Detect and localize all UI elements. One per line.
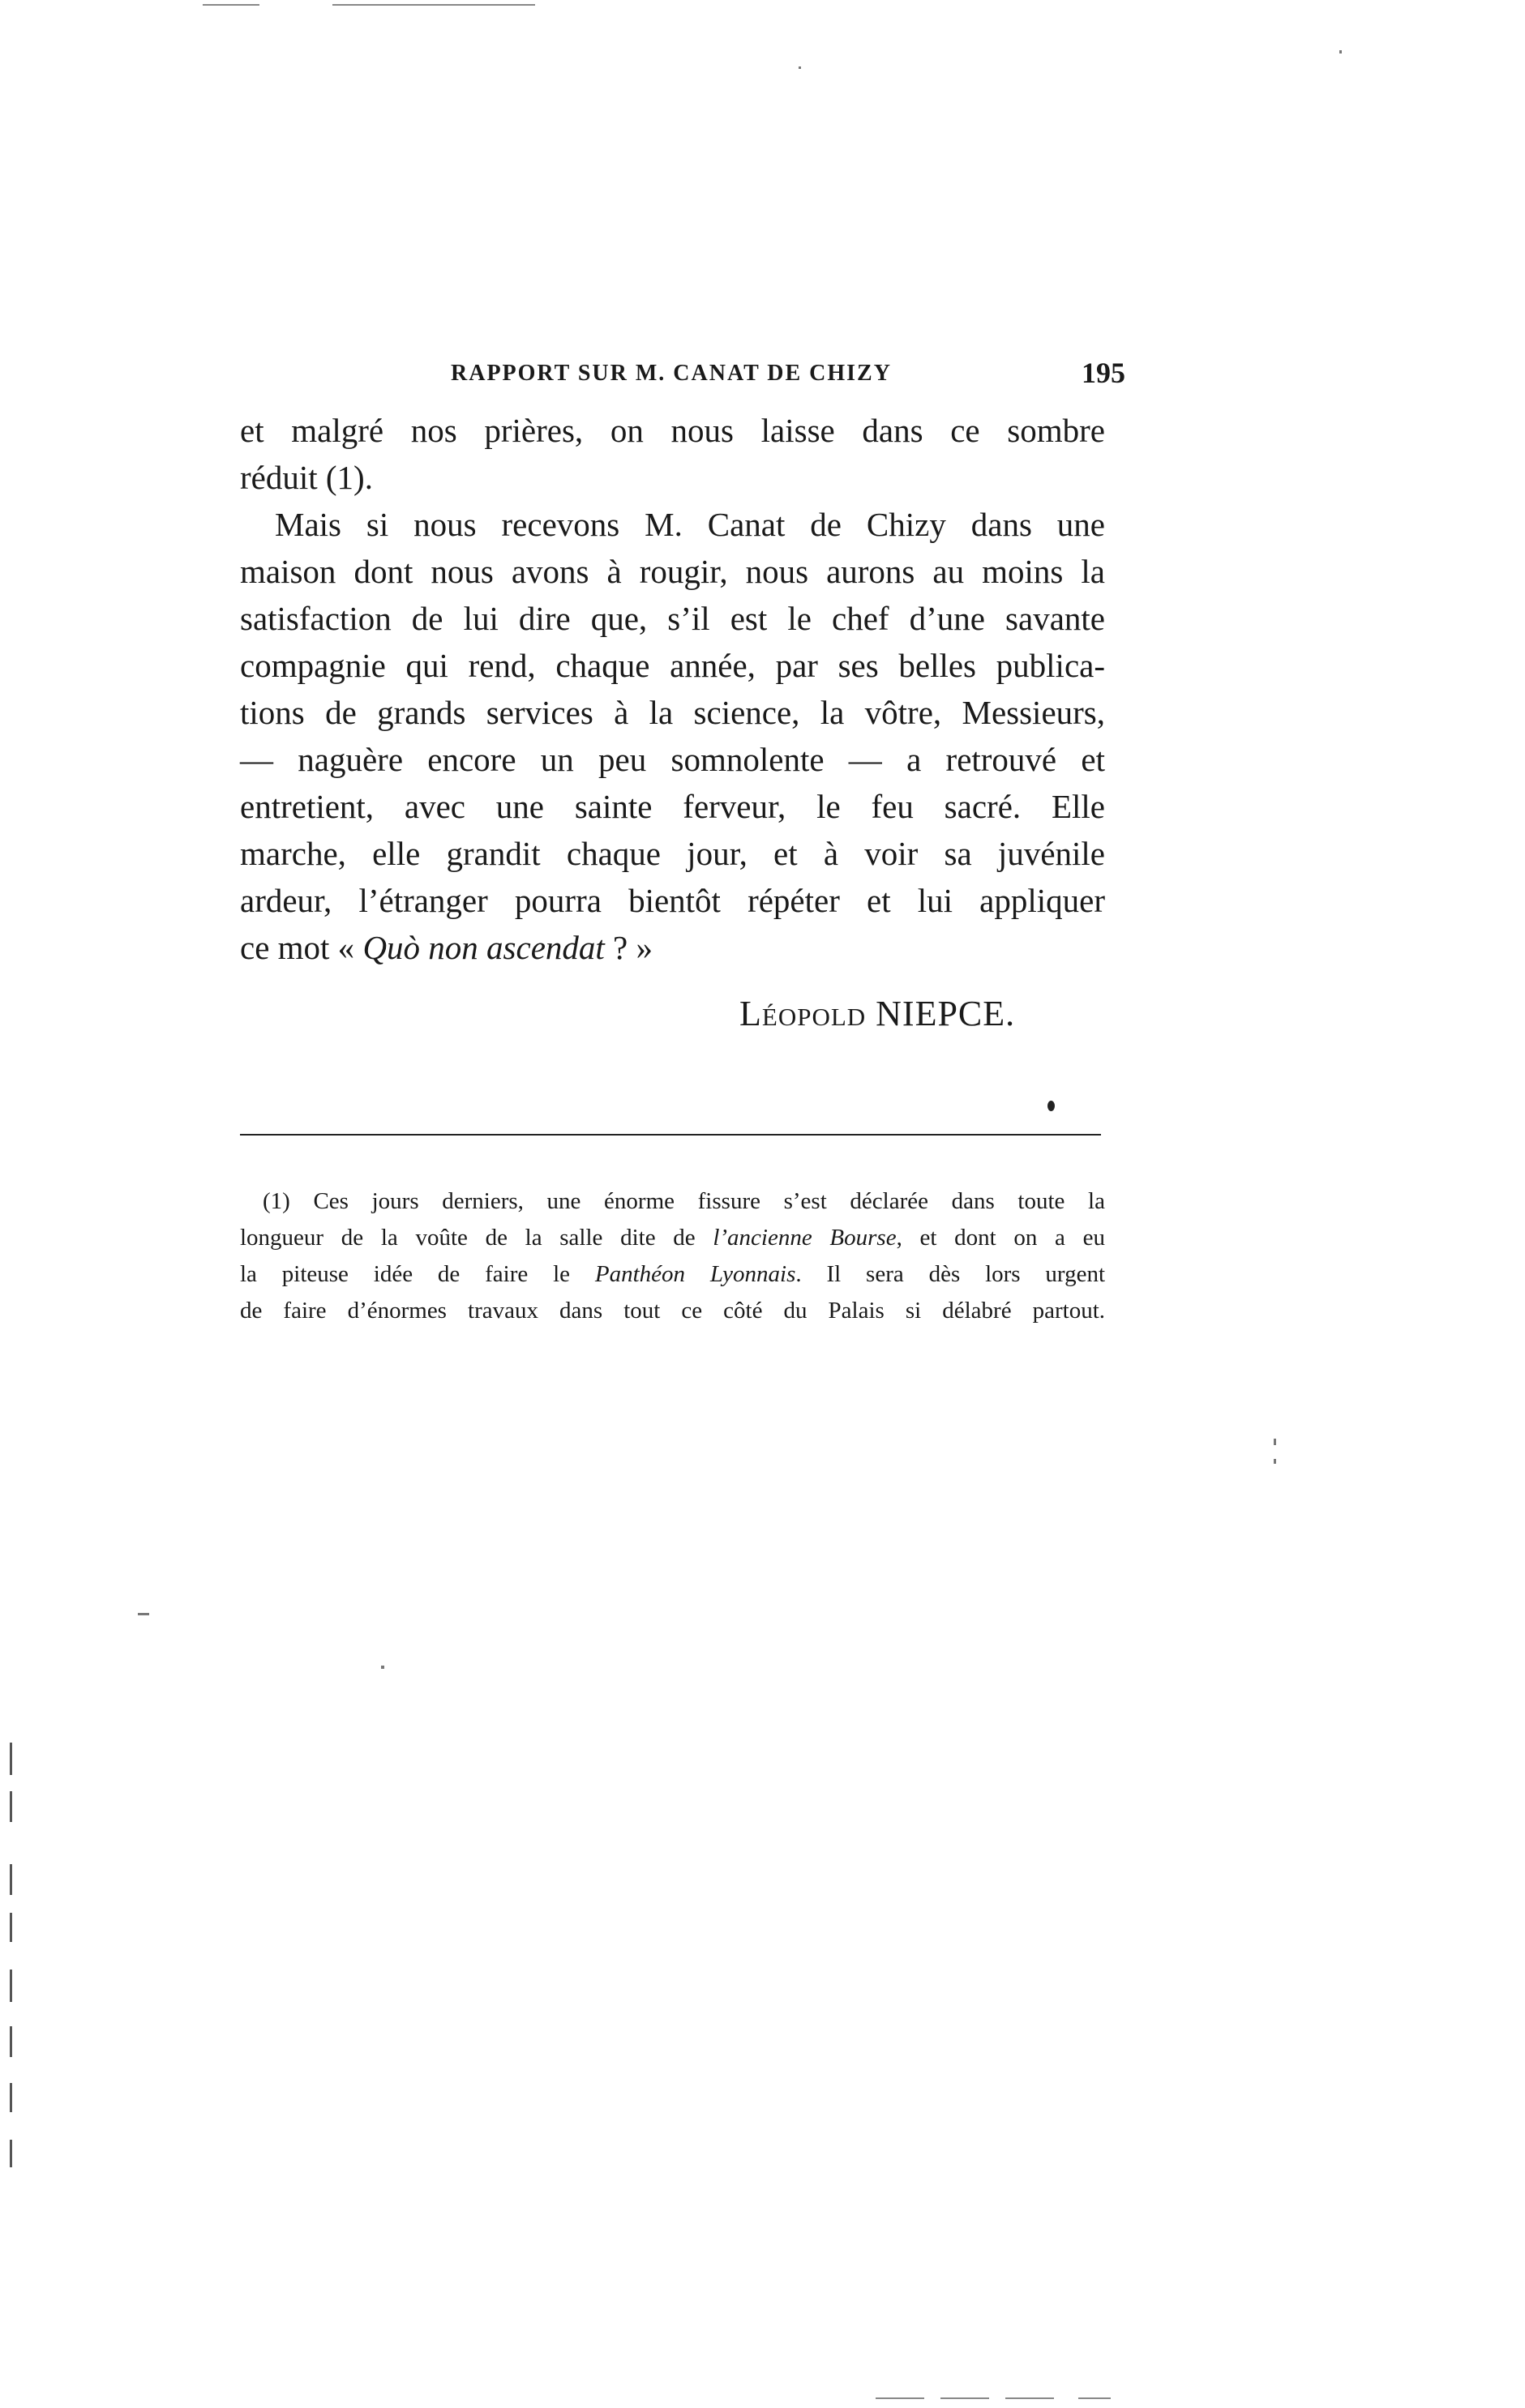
body-line: Mais si nous recevons M. Canat de Chizy dans une xyxy=(275,506,1105,543)
scan-artifact-bottom-line xyxy=(1078,2397,1111,2399)
body-line: satisfaction de lui dire que, s’il est le chef d’une savante xyxy=(240,600,1105,637)
footnote-italic: l’ancienne Bourse xyxy=(713,1225,897,1251)
body-text-fragment: ? » xyxy=(604,929,653,966)
scan-artifact-top-line xyxy=(203,4,259,6)
body-line: — naguère encore un peu somnolente — a retrouvé et xyxy=(240,741,1105,778)
scan-margin-mark xyxy=(10,2083,12,2112)
signature-first-name: Léopold xyxy=(739,994,867,1033)
signature xyxy=(739,993,1015,1034)
body-line: et malgré nos prières, on nous laisse dans ce sombre xyxy=(240,412,1105,449)
body-line: compagnie qui rend, chaque année, par ses belles publica- xyxy=(240,647,1105,684)
footnote-fragment: . Il sera dès lors urgent xyxy=(795,1261,1105,1287)
scan-margin-mark xyxy=(10,1743,12,1775)
footnote-rule xyxy=(240,1134,1101,1136)
scan-margin-mark xyxy=(10,1913,12,1942)
body-line: tions de grands services à la science, la vôtre, Messieurs, xyxy=(240,694,1105,731)
body-line: entretient, avec une sainte ferveur, le feu sacré. Elle xyxy=(240,788,1105,825)
body-line: ardeur, l’étranger pourra bientôt répéter et lui appliquer xyxy=(240,882,1105,919)
footnote-line: (1) Ces jours derniers, une énorme fissure s’est déclarée dans toute la xyxy=(263,1188,1105,1214)
footnote-fragment: la piteuse idée de faire le xyxy=(240,1261,595,1287)
scan-artifact-bottom-line xyxy=(1005,2397,1054,2399)
scan-margin-mark xyxy=(10,2140,12,2167)
signature-last-name: NIEPCE. xyxy=(876,994,1016,1033)
footnote-line xyxy=(240,1220,1105,1256)
scan-artifact-bottom-line xyxy=(940,2397,989,2399)
scan-speck xyxy=(1339,50,1342,53)
footnote-line: de faire d’énormes travaux dans tout ce côté du Palais si délabré partout. xyxy=(240,1298,1105,1324)
body-line: réduit (1). xyxy=(240,459,373,496)
body-text xyxy=(240,407,1105,971)
scan-margin-mark xyxy=(10,1864,12,1895)
body-text-fragment: ce mot « xyxy=(240,929,363,966)
scan-margin-mark xyxy=(10,1970,12,2002)
header-title: RAPPORT SUR M. CANAT DE CHIZY xyxy=(451,361,892,386)
scan-speck xyxy=(138,1613,149,1615)
scan-artifact-top-line xyxy=(332,4,535,6)
scan-speck xyxy=(1274,1459,1276,1464)
scan-margin-mark xyxy=(10,2026,12,2057)
rule-mark xyxy=(1047,1101,1055,1111)
footnote xyxy=(240,1183,1105,1329)
body-line: marche, elle grandit chaque jour, et à voir sa juvénile xyxy=(240,835,1105,872)
scan-speck xyxy=(799,66,801,69)
footnote-fragment: longueur de la voûte de la salle dite de xyxy=(240,1225,713,1251)
footnote-line xyxy=(240,1256,1105,1293)
scan-speck xyxy=(1274,1439,1276,1445)
body-line: maison dont nous avons à rougir, nous aurons au moins la xyxy=(240,553,1105,590)
scan-margin-mark xyxy=(10,1791,12,1822)
running-header xyxy=(451,357,1125,393)
scan-artifact-bottom-line xyxy=(876,2397,924,2399)
latin-quote: Quò non ascendat xyxy=(362,929,605,966)
scan-speck xyxy=(381,1666,384,1669)
body-line-last xyxy=(240,924,1105,971)
footnote-italic: Panthéon Lyonnais xyxy=(594,1261,796,1287)
footnote-fragment: , et dont on a eu xyxy=(896,1225,1105,1251)
page-number: 195 xyxy=(1082,357,1125,389)
